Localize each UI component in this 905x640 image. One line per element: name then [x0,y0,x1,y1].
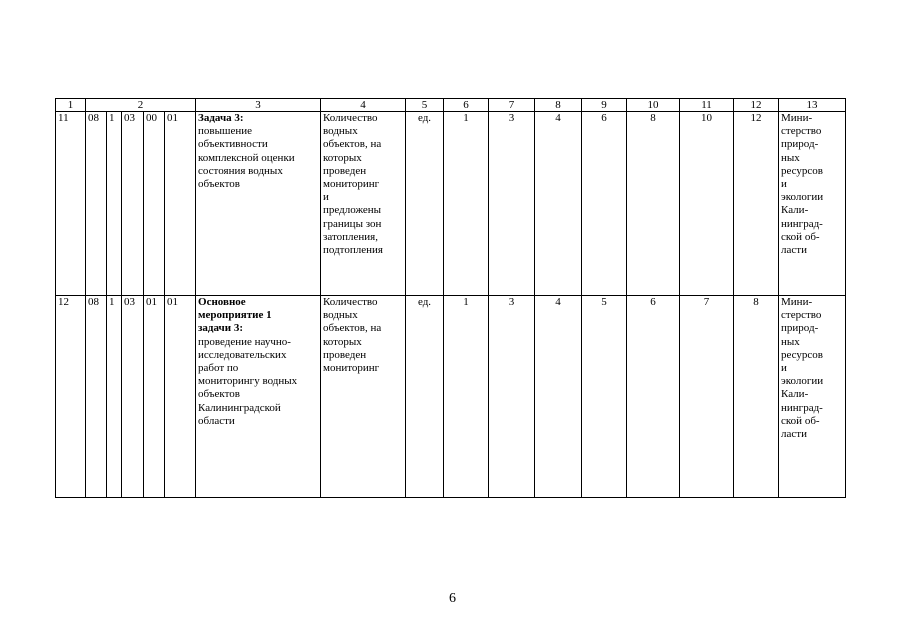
header-cell: 8 [535,99,582,112]
code-cell: 08 [86,296,107,498]
header-cell: 6 [444,99,489,112]
row-number: 12 [56,296,86,498]
indicator-cell: Количество водных объектов, на которых проведен мониторинг и предложены границы зон затопления, подтопления [321,112,406,296]
executor-cell: Мини- стерство природ- ных ресурсов и экологии Кали- нинград- ской об- ласти [779,112,846,296]
task-description-line: повышение [198,125,252,138]
code-cell: 01 [144,296,165,498]
value-cell: 1 [444,296,489,498]
header-cell: 13 [779,99,846,112]
task-cell [196,296,321,498]
task-description-line: мониторингу водных [198,375,298,388]
value-cell: 5 [582,296,627,498]
value-cell: 4 [535,112,582,296]
header-cell: 7 [489,99,535,112]
task-description-line: области [198,414,235,427]
header-cell: 4 [321,99,406,112]
header-cell: 11 [680,99,734,112]
task-description-line: проведение научно- [198,335,291,348]
unit-cell: ед. [406,112,444,296]
value-cell: 3 [489,296,535,498]
task-title: Задача 3: [198,112,244,124]
page-number: 6 [449,591,456,606]
task-description-line: объектов [198,388,240,401]
task-cell [196,112,321,296]
header-cell: 2 [86,99,196,112]
code-cell: 00 [144,112,165,296]
value-cell: 4 [535,296,582,498]
value-cell: 6 [627,296,680,498]
table-row [56,112,846,296]
header-cell: 5 [406,99,444,112]
value-cell: 8 [627,112,680,296]
task-description-line: Калининградской [198,401,281,414]
unit-cell: ед. [406,296,444,498]
value-cell: 8 [734,296,779,498]
code-cell: 08 [86,112,107,296]
executor-cell: Мини- стерство природ- ных ресурсов и экологии Кали- нинград- ской об- ласти [779,296,846,498]
header-cell: 12 [734,99,779,112]
value-cell: 1 [444,112,489,296]
code-cell: 03 [122,112,144,296]
row-number: 11 [56,112,86,296]
header-row [56,99,846,112]
header-cell: 9 [582,99,627,112]
task-title: Основное мероприятие 1 задачи 3: [198,296,272,335]
indicator-cell: Количество водных объектов, на которых проведен мониторинг [321,296,406,498]
value-cell: 6 [582,112,627,296]
task-description-line: объектов [198,178,240,191]
task-description-line: комплексной оценки [198,151,295,164]
code-cell: 1 [107,112,122,296]
task-description-line: работ по [198,362,239,375]
code-cell: 01 [165,112,196,296]
header-cell: 10 [627,99,680,112]
task-description-line: объективности [198,138,268,151]
header-cell: 3 [196,99,321,112]
table-row [56,296,846,498]
task-description-line: состояния водных [198,164,283,177]
value-cell: 7 [680,296,734,498]
value-cell: 10 [680,112,734,296]
code-cell: 01 [165,296,196,498]
value-cell: 12 [734,112,779,296]
value-cell: 3 [489,112,535,296]
code-cell: 03 [122,296,144,498]
code-cell: 1 [107,296,122,498]
task-description-line: исследовательских [198,348,287,361]
program-table [55,98,846,498]
header-cell: 1 [56,99,86,112]
